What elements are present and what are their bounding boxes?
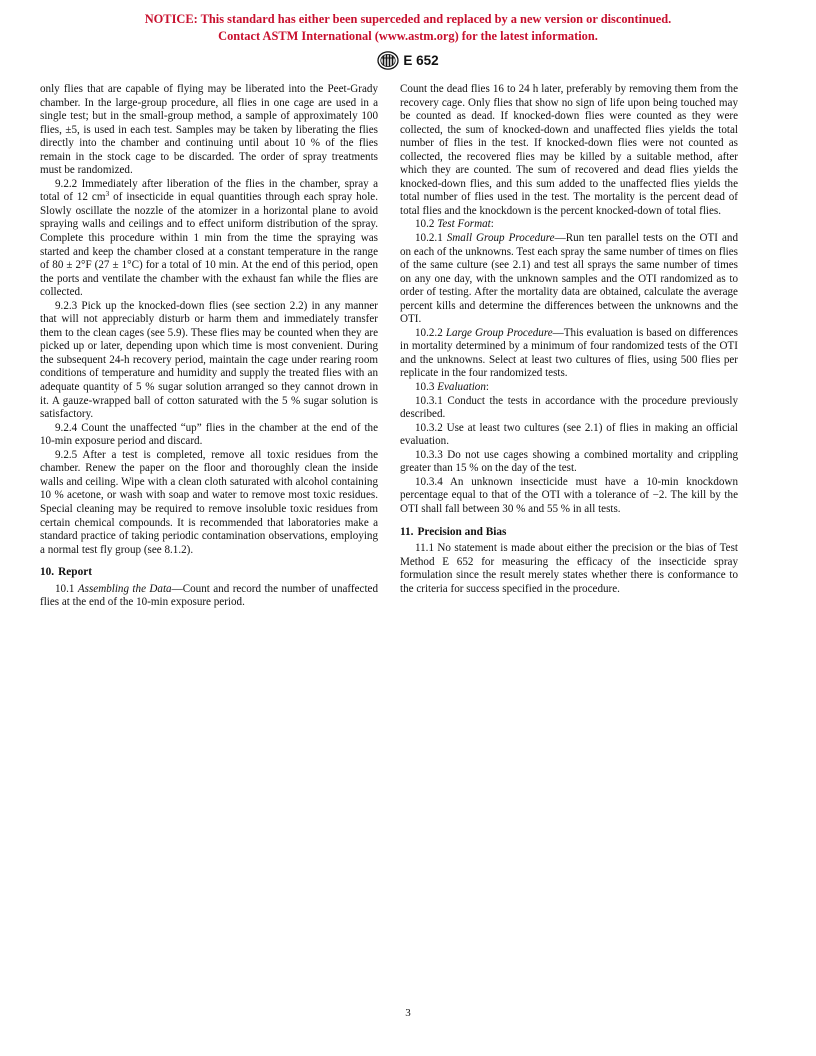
document-header xyxy=(0,51,816,70)
paragraph-10-1: 10.1 Assembling the Data—Count and record the number of unaffected flies at the end of the 10-min exposure period. xyxy=(40,582,378,609)
paragraph-10-3-3: 10.3.3 Do not use cages showing a combined mortality and crippling greater than 15 % on the day of the test. xyxy=(400,448,738,475)
left-column xyxy=(40,83,378,610)
notice-line-1: NOTICE: This standard has either been superceded and replaced by a new version or discontinued. xyxy=(144,12,672,26)
notice-line-2: Contact ASTM International (www.astm.org) for the latest information. xyxy=(218,28,598,43)
paragraph-10-3-2: 10.3.2 Use at least two cultures (see 2.1) of flies in making an official evaluation. xyxy=(400,421,738,448)
superscript-3: 3 xyxy=(105,189,110,199)
paragraph-9-2-5: 9.2.5 After a test is completed, remove all toxic residues from the chamber. Renew the paper on the floor and thoroughly clean the inside walls and ceiling. Wipe with a clean cloth saturated with alcohol containing 10 % acetone, or wash with soap and water to remove most toxic residues. Special cleaning may be required to remove insoluble toxic residues from certain chemical compounds. It is recommended that laboratories make a standard practice of taking periodic contamination observations, employing a normal test fly group (see 8.1.2). xyxy=(40,448,378,556)
paragraph-10-3-1: 10.3.1 Conduct the tests in accordance with the procedure previously described. xyxy=(400,394,738,421)
paragraph-9-2-2: 9.2.2 Immediately after liberation of the flies in the chamber, spray a total of 12 $cm^3$ of insecticide in equal quantities through each spray hole. Slowly oscillate the nozzle of the atomizer in a horizontal plane to avoid spraying walls and ceilings and to effect uniform distribution of the spray. Complete this procedure within 1 min from the time the spraying was started and keep the chamber closed at a constant temperature in the range of 80 ± 2°F (27 ± 1°C) for a total of 10 min. At the end of this period, open the ports and ventilate the chamber with the exhaust fan while the flies are collected. xyxy=(40,177,378,299)
section-11-heading: 11. Precision and Bias xyxy=(400,525,507,538)
section-10-heading: 10. Report xyxy=(40,566,93,579)
paragraph-10-3: 10.3 Evaluation: xyxy=(415,381,489,394)
page-number: 3 xyxy=(405,1007,411,1019)
paragraph-10-3-4: 10.3.4 An unknown insecticide must have a 10-min knockdown percentage equal to that of the OTI with a tolerance of −2. The kill by the OTI shall fall between 30 % and 55 % in all tests. xyxy=(400,475,738,515)
astm-logo-icon xyxy=(377,51,399,70)
paragraph-9-2-4: 9.2.4 Count the unaffected “up” flies in the chamber at the end of the 10-min exposure period and discard. xyxy=(40,421,378,448)
paragraph-10-1-continued: Count the dead flies 16 to 24 h later, preferably by removing them from the recovery cage. Only flies that show no sign of life upon being touched may be counted as dead. If knocked-down flies were counted as they were collected, the sum of knocked-down and unaffected flies yields the total number of flies in the test. If knocked-down flies were not counted as collected, the recovered flies may be killed by a suitable method, after which they are counted. The sum of recovered and dead flies yields the knocked-down flies, and this sum added to the unaffected flies yields the total number of flies used in the test. The mortality is the percent dead of total flies and the knockdown is the percent knocked-down of total flies. xyxy=(400,83,738,217)
paragraph-10-2-2: 10.2.2 Large Group Procedure—This evaluation is based on differences in mortality determined by a minimum of four randomized tests of the OTI and the unknowns. Select at least two cultures of flies, using 500 flies per replicate in the four randomized tests. xyxy=(400,326,738,380)
right-column xyxy=(400,83,738,596)
supersession-notice xyxy=(0,11,816,44)
paragraph-11-1: 11.1 No statement is made about either the precision or the bias of Test Method E 652 for measuring the efficacy of the insecticide spray formulation since the result merely states whether there is conformance to the criteria for success specified in the procedure. xyxy=(400,542,738,595)
paragraph-10-2: 10.2 Test Format: xyxy=(415,218,494,231)
paragraph-9-2-3: 9.2.3 Pick up the knocked-down flies (see section 2.2) in any manner that will not appreciably disturb or harm them and immediately transfer them to the clean cages (see 5.9). These flies may be counted when they are picked up or later, depending upon which time is most convenient. During the subsequent 24-h recovery period, maintain the cage under rearing room conditions of temperature and humidity and supply the treated flies with an adequate quantity of 5 % sugar solution arranged so they cannot drown in it. A gauze-wrapped ball of cotton saturated with the 5 % sugar solution is satisfactory. xyxy=(40,299,378,421)
standard-designation: E 652 xyxy=(403,53,439,68)
paragraph-9-2-1-continued: only flies that are capable of flying may be liberated into the Peet-Grady chamber. In the large-group procedure, all flies in one cage are used in a single test; but in the small-group method, a sample of approximately 100 flies, ±5, is used in each test. Samples may be taken by liberating the flies directly into the chamber and continuing until about 10 % of the flies remain in the stock cage to be discarded. The order of spray treatments must be randomized. xyxy=(40,83,378,177)
paragraph-10-2-1: 10.2.1 Small Group Procedure—Run ten parallel tests on the OTI and on each of the unknowns. Test each spray the same number of times on flies of the same culture (see 2.1) and test all sprays the same number of times on any one day, with the unknown samples and the OTI randomized as to order of testing. After the mortality data are obtained, calculate the average percent kills and determine the differences between the unknowns and the OTI. xyxy=(400,232,738,326)
